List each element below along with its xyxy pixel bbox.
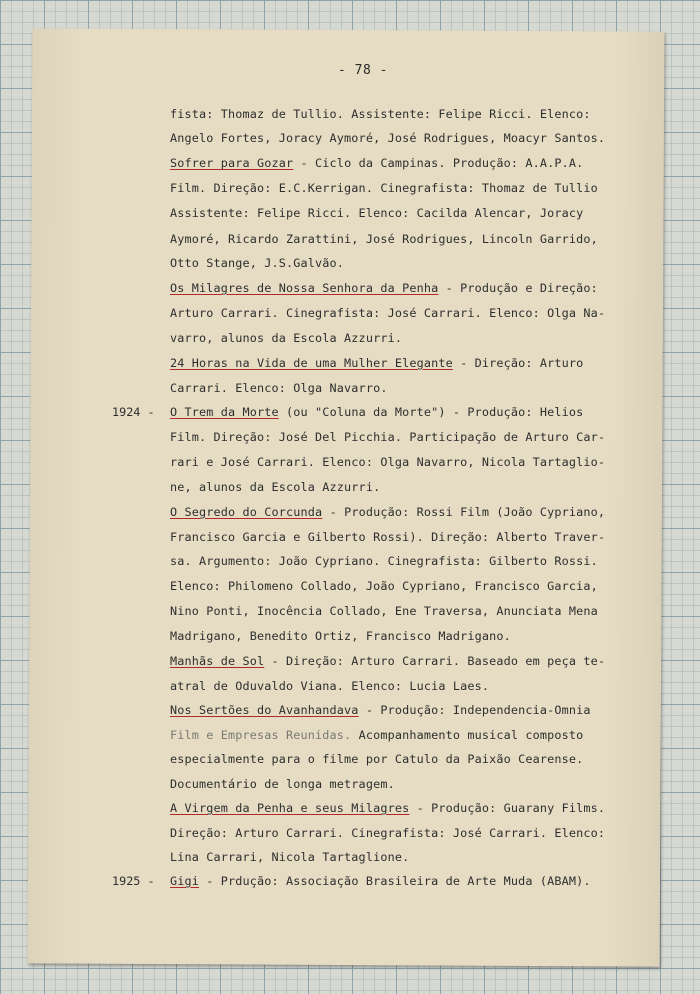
text-line [170, 654, 640, 668]
line-text: Francisco Garcia e Gilberto Rossi). Direção: Alberto Traver- [170, 530, 606, 544]
line-text: Aymoré, Ricardo Zarattini, José Rodrigues, Lincoln Garrido, [170, 232, 598, 246]
line-text: - Direção: Arturo [452, 356, 584, 370]
line-text: Elenco: Philomeno Collado, João Cypriano, Francisco Garcia, [170, 579, 598, 593]
line-text: - Direção: Arturo Carrari. Baseado em peça te- [264, 654, 606, 668]
text-line [170, 554, 640, 568]
line-text: Nino Ponti, Inocência Collado, Ene Traversa, Anunciata Mena [170, 604, 598, 618]
text-line [170, 356, 640, 370]
text-line [170, 850, 640, 864]
line-text: Documentário de longa metragem. [170, 777, 395, 791]
line-text: Direção: Arturo Carrari. Cinegrafista: José Carrari. Elenco: [170, 826, 606, 840]
text-line [170, 728, 640, 742]
line-text: - Prdução: Associação Brasileira de Arte Muda (ABAM). [199, 874, 591, 888]
line-text: Acompanhamento musical composto [351, 728, 584, 742]
film-title: O Segredo do Corcunda [170, 505, 323, 519]
line-text: Lina Carrari, Nicola Tartaglione. [170, 850, 410, 864]
text-line [170, 679, 640, 693]
line-text: rari e José Carrari. Elenco: Olga Navarro, Nicola Tartaglio- [170, 455, 606, 469]
text-line [170, 331, 640, 345]
faded-text: Film e Empresas Reunidas. [170, 728, 352, 742]
line-text: (ou "Coluna da Morte") - Produção: Helios [278, 405, 584, 419]
line-text: Carrari. Elenco: Olga Navarro. [170, 381, 388, 395]
year-1924: 1924 - [112, 405, 155, 419]
page-number: - 78 - [338, 63, 388, 78]
film-title: Sofrer para Gozar [170, 156, 294, 170]
film-title: O Trem da Morte [170, 405, 279, 419]
line-text: Film. Direção: José Del Picchia. Participação de Arturo Car- [170, 430, 606, 444]
film-title: 24 Horas na Vida de uma Mulher Elegante [170, 356, 453, 370]
text-line [170, 455, 640, 469]
line-text: fista: Thomaz de Tullio. Assistente: Felipe Ricci. Elenco: [170, 107, 591, 121]
film-title: Manhãs de Sol [170, 654, 265, 668]
text-line [170, 181, 640, 195]
text-line [170, 874, 640, 888]
text-line [170, 156, 640, 170]
line-text: - Produção: Independencia-Omnia [358, 703, 591, 717]
text-line [170, 752, 640, 766]
line-text: Arturo Carrari. Cinegrafista: José Carrari. Elenco: Olga Na- [170, 306, 606, 320]
text-line [170, 381, 640, 395]
text-line [170, 530, 640, 544]
film-title: Os Milagres de Nossa Senhora da Penha [170, 281, 439, 295]
line-text: especialmente para o filme por Catulo da Paixão Cearense. [170, 752, 584, 766]
text-line [170, 206, 640, 220]
line-text: - Produção: Guarany Films. [409, 801, 606, 815]
text-line [170, 801, 640, 815]
line-text: Angelo Fortes, Joracy Aymoré, José Rodrigues, Moacyr Santos. [170, 131, 606, 145]
year-1925: 1925 - [112, 874, 155, 888]
line-text: - Ciclo da Campinas. Produção: A.A.P.A. [293, 156, 584, 170]
text-line [170, 826, 640, 840]
text-line [170, 232, 640, 246]
text-line [170, 281, 640, 295]
text-line [170, 405, 640, 419]
line-text: Assistente: Felipe Ricci. Elenco: Cacilda Alencar, Joracy [170, 206, 584, 220]
text-line [170, 703, 640, 717]
text-line [170, 777, 640, 791]
text-line [170, 256, 640, 270]
film-title: Nos Sertões do Avanhandava [170, 703, 359, 717]
line-text: - Produção e Direção: [438, 281, 598, 295]
text-line [170, 430, 640, 444]
line-text: - Produção: Rossi Film (João Cypriano, [322, 505, 606, 519]
text-line [170, 505, 640, 519]
line-text: varro, alunos da Escola Azzurri. [170, 331, 403, 345]
text-line [170, 306, 640, 320]
line-text: Otto Stange, J.S.Galvão. [170, 256, 345, 270]
text-line [170, 604, 640, 618]
line-text: Film. Direção: E.C.Kerrigan. Cinegrafista: Thomaz de Tullio [170, 181, 598, 195]
text-line [170, 480, 640, 494]
text-line [170, 579, 640, 593]
line-text: sa. Argumento: João Cypriano. Cinegrafista: Gilberto Rossi. [170, 554, 598, 568]
text-line [170, 107, 640, 121]
text-line [170, 131, 640, 145]
line-text: atral de Oduvaldo Viana. Elenco: Lucia Laes. [170, 679, 490, 693]
line-text: Madrigano, Benedito Ortiz, Francisco Madrigano. [170, 629, 511, 643]
film-title: Gigi [170, 874, 200, 888]
line-text: ne, alunos da Escola Azzurri. [170, 480, 381, 494]
text-line [170, 629, 640, 643]
film-title: A Virgem da Penha e seus Milagres [170, 801, 410, 815]
